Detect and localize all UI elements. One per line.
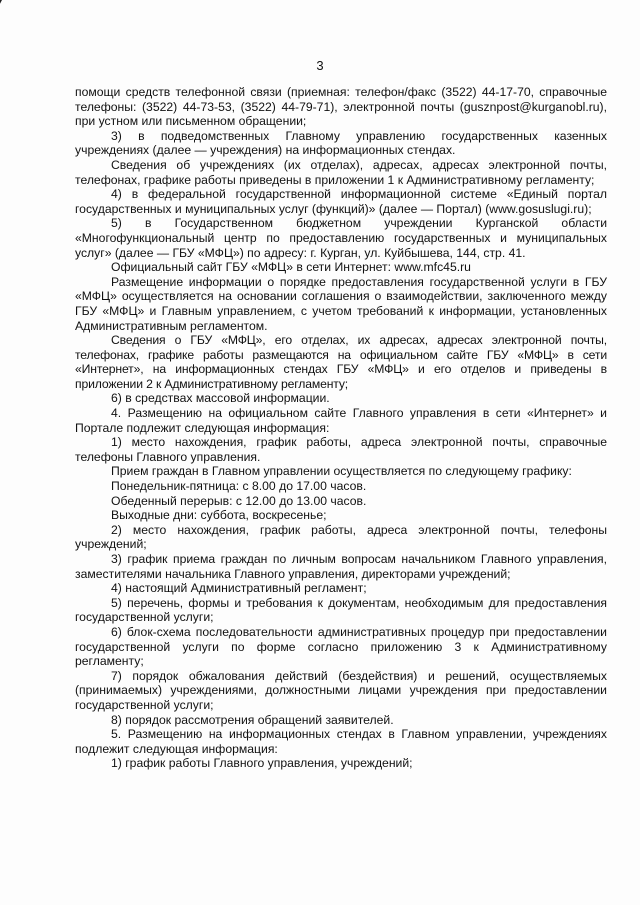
paragraph: 8) порядок рассмотрения обращений заявителей. [111, 712, 394, 727]
paragraph: Размещение информации о порядке предоставления государственной услуги в ГБУ «МФЦ» осуществляется на основании соглашения о взаимодействии, заключенного между ГБУ «МФЦ» и Главным управлением, с учетом требований к информации, установленных Административным регламентом. [75, 274, 607, 333]
paragraph: Прием граждан в Главном управлении осуществляется по следующему графику: [111, 464, 572, 479]
paragraph: помощи средств телефонной связи (приемная: телефон/факс (3522) 44-17-70, справочные телефоны: (3522) 44-73-53, (3522) 44-79-71), электронной почты (gusznpost@kurganobl.ru), при устном или письменном обращении; [75, 85, 607, 129]
paragraph: Выходные дни: суббота, воскресенье; [111, 508, 327, 523]
paragraph: Обеденный перерыв: с 12.00 до 13.00 часов. [111, 493, 367, 508]
paragraph: 4) в федеральной государственной информационной системе «Единый портал государственных и муниципальных услуг (функций)» (далее — Портал) (www.gosuslugi.ru); [75, 187, 607, 216]
paragraph: Официальный сайт ГБУ «МФЦ» в сети Интернет: www.mfc45.ru [111, 260, 471, 275]
paragraph: Понедельник-пятница: с 8.00 до 17.00 часов. [111, 479, 367, 494]
paragraph: 4) настоящий Административный регламент; [111, 581, 367, 596]
paragraph: Сведения об учреждениях (их отделах), адресах, адресах электронной почты, телефонах, графике работы приведены в приложении 1 к Административному регламенту; [75, 157, 607, 187]
paragraph: 6) блок-схема последовательности административных процедур при предоставлении государственной услуги по форме согласно приложению 3 к Административному регламенту; [75, 624, 607, 669]
paragraph: 2) место нахождения, график работы, адреса электронной почты, телефоны учреждений; [75, 522, 607, 552]
document-body [75, 85, 607, 771]
paragraph: 3) в подведомственных Главному управлению государственных казенных учреждениях (далее — учреждения) на информационных стендах. [75, 128, 607, 158]
paragraph: 3) график приема граждан по личным вопросам начальником Главного управления, заместителями начальника Главного управления, директорами учреждений; [75, 552, 607, 581]
paragraph: Сведения о ГБУ «МФЦ», его отделах, их адресах, адресах электронной почты, телефонах, графике работы размещаются на официальном сайте ГБУ «МФЦ» в сети «Интернет», на информационных стендах ГБУ «МФЦ» и его отделов и приведены в приложении 2 к Административному регламенту; [75, 333, 607, 391]
page-number: 3 [316, 58, 324, 73]
paragraph: 1) место нахождения, график работы, адреса электронной почты, справочные телефоны Главного управления. [75, 435, 607, 464]
paragraph: 4. Размещению на официальном сайте Главного управления в сети «Интернет» и Портале подлежит следующая информация: [75, 406, 607, 435]
paragraph: 6) в средствах массовой информации. [111, 391, 330, 406]
paragraph: 5. Размещению на информационных стендах в Главном управлении, учреждениях подлежит следующая информация: [75, 727, 607, 756]
paragraph: 1) график работы Главного управления, учреждений; [111, 756, 413, 771]
paragraph: 5) перечень, формы и требования к документам, необходимым для предоставления государственной услуги; [75, 595, 607, 625]
scan-corner-mark [0, 0, 20, 26]
paragraph: 5) в Государственном бюджетном учреждении Курганской области «Многофункциональный центр по предоставлению государственных и муниципальных услуг» (далее — ГБУ «МФЦ») по адресу: г. Курган, ул. Куйбышева, 144, стр. 41. [75, 216, 607, 260]
paragraph: 7) порядок обжалования действий (бездействия) и решений, осуществляемых (принимаемых) учреждениями, должностными лицами учреждения при предоставлении государственной услуги; [75, 668, 607, 712]
